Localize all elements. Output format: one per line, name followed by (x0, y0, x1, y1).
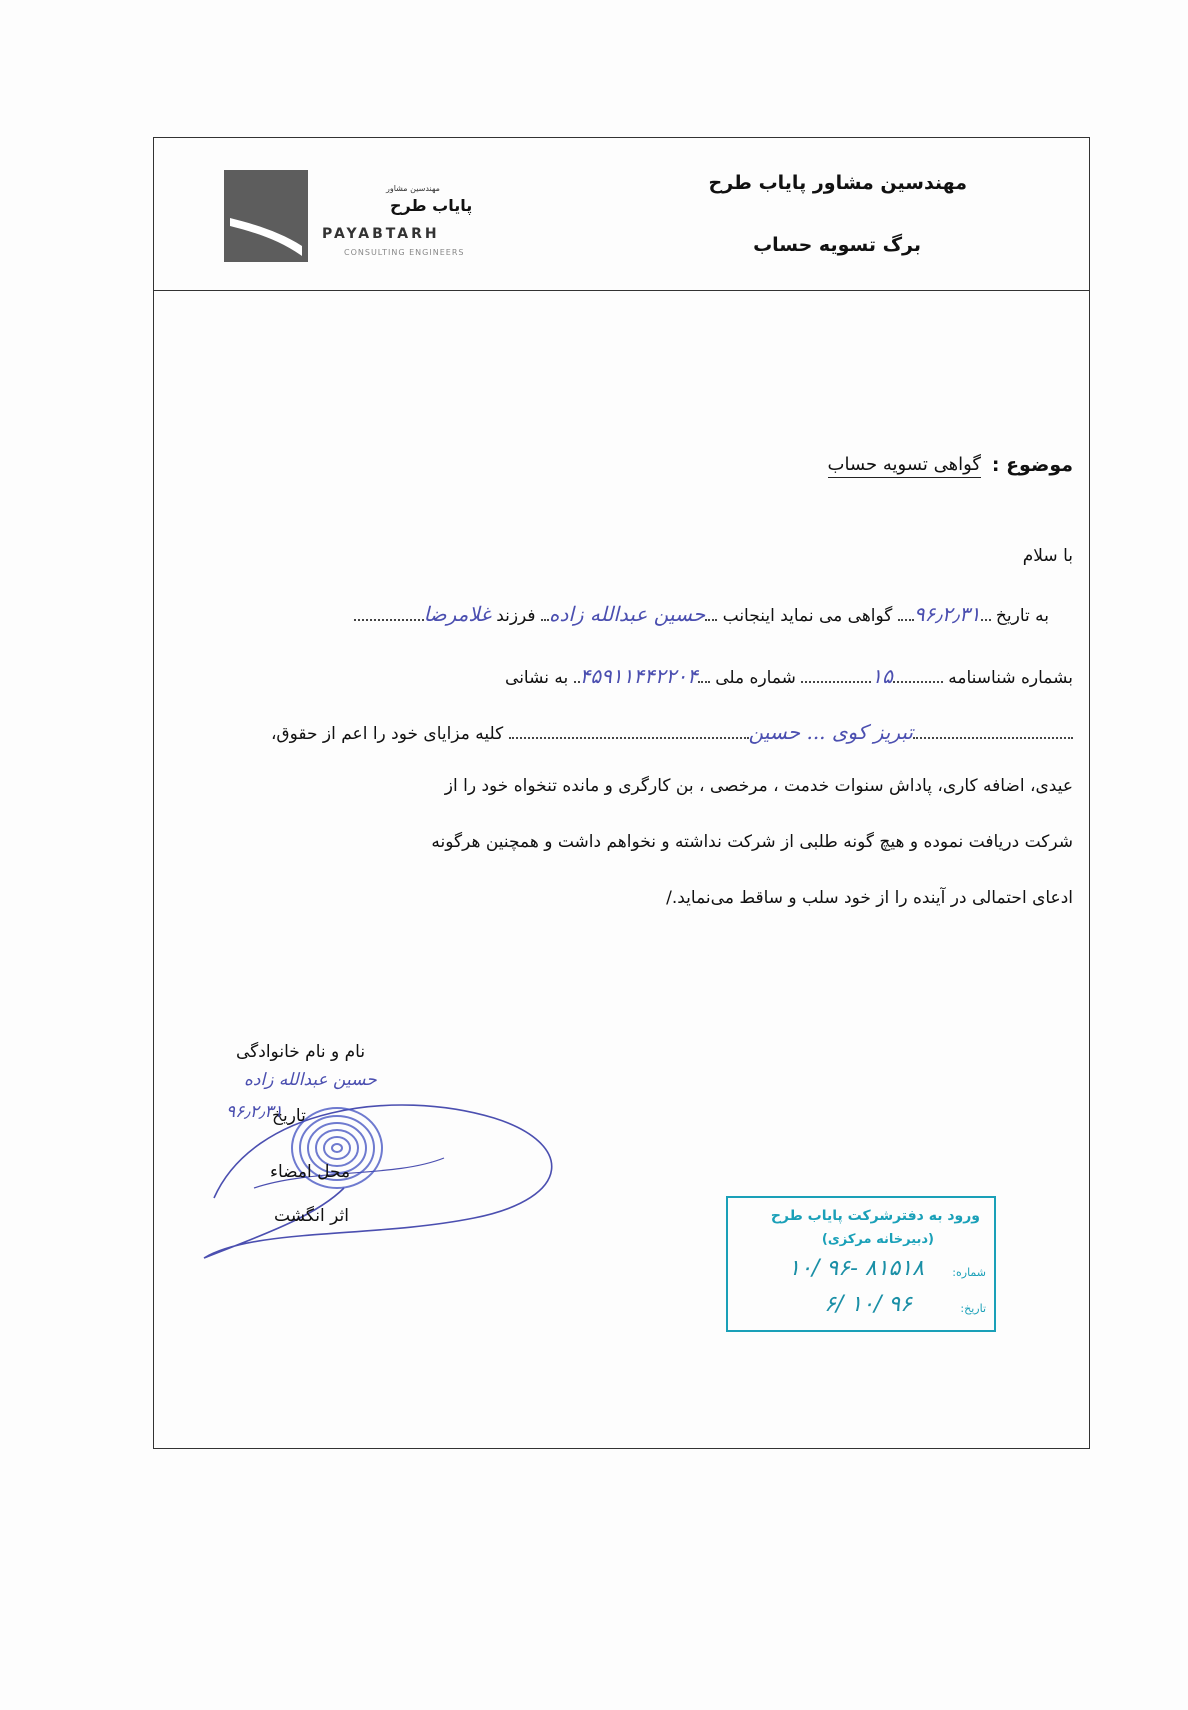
body-line-6: ادعای احتمالی در آینده را از خود سلب و ساقط می‌نماید./ (666, 888, 1073, 908)
stamp-number-label: شماره: (952, 1266, 986, 1279)
benefits-text: کلیه مزایای خود را اعم از حقوق، (270, 724, 504, 744)
handwritten-address: تبریز کوی ... حسین (748, 720, 913, 744)
handwritten-sign-date: ۹۶٫۲٫۳۱ (226, 1102, 283, 1122)
handwritten-date: ۹۶٫۲٫۳۱ (913, 602, 981, 626)
entry-stamp (726, 1196, 996, 1332)
body-line-2 (210, 664, 1073, 688)
full-name-label: نام و نام خانوادگی (236, 1042, 366, 1062)
form-frame (153, 137, 1090, 1449)
body-line-4: عیدی، اضافه کاری، پاداش سنوات خدمت ، مرخصی ، بن کارگری و مانده تنخواه خود را از (444, 776, 1073, 796)
birth-cert-label: بشماره شناسنامه (948, 668, 1073, 688)
national-id-label: شماره ملی (715, 668, 796, 688)
stamp-title: ورود به دفترشرکت پایاب طرح (770, 1208, 980, 1224)
address-label: به نشانی (505, 668, 569, 688)
handwritten-signature-name: حسین عبدالله زاده (244, 1070, 377, 1090)
signature-place-label: محل امضاء (270, 1162, 351, 1182)
form-title: برگ تسویه حساب (753, 234, 921, 256)
subject-value: گواهی تسویه حساب (828, 454, 981, 478)
logo-en-name: PAYABTARH (322, 226, 440, 242)
stamp-date-value: ۹۶ /۱۰ /۶ (824, 1292, 912, 1317)
date-prefix: به تاریخ (995, 606, 1049, 626)
stamp-number-value: ۸۱۵۱۸ -۹۶ /۱۰ (788, 1256, 924, 1281)
stamp-date-label: تاریخ: (960, 1302, 986, 1315)
certify-text: گواهی می نماید اینجانب (722, 606, 893, 626)
child-of-label: فرزند (496, 606, 536, 626)
fingerprint-label: اثر انگشت (274, 1206, 349, 1226)
greeting: با سلام (1022, 546, 1073, 566)
handwritten-father-name: غلامرضا (423, 602, 491, 626)
logo-fa-name: پایاب طرح (390, 196, 473, 215)
logo-fa-small: مهندسین مشاور (386, 184, 440, 193)
header-divider (154, 290, 1089, 291)
handwritten-birth-cert: ۱۵ (871, 664, 893, 688)
logo-mark-icon (224, 170, 308, 262)
body-line-1 (210, 602, 1049, 626)
handwritten-national-id: ۴۵۹۱۱۴۴۲۲۰۴ (579, 664, 698, 688)
company-logo (224, 170, 504, 270)
subject-label: موضوع : (991, 454, 1073, 476)
logo-tagline: CONSULTING ENGINEERS (344, 248, 465, 257)
stamp-subtitle: (دبیرخانه مرکزی) (821, 1232, 934, 1247)
sign-date-label: تاریخ (272, 1106, 306, 1126)
handwritten-name: حسین عبدالله زاده (548, 602, 706, 626)
body-line-5: شرکت دریافت نموده و هیچ گونه طلبی از شرکت نداشته و نخواهم داشت و همچنین هرگونه (431, 832, 1073, 852)
body-line-3 (210, 720, 1073, 744)
company-title: مهندسین مشاور پایاب طرح (708, 172, 967, 194)
